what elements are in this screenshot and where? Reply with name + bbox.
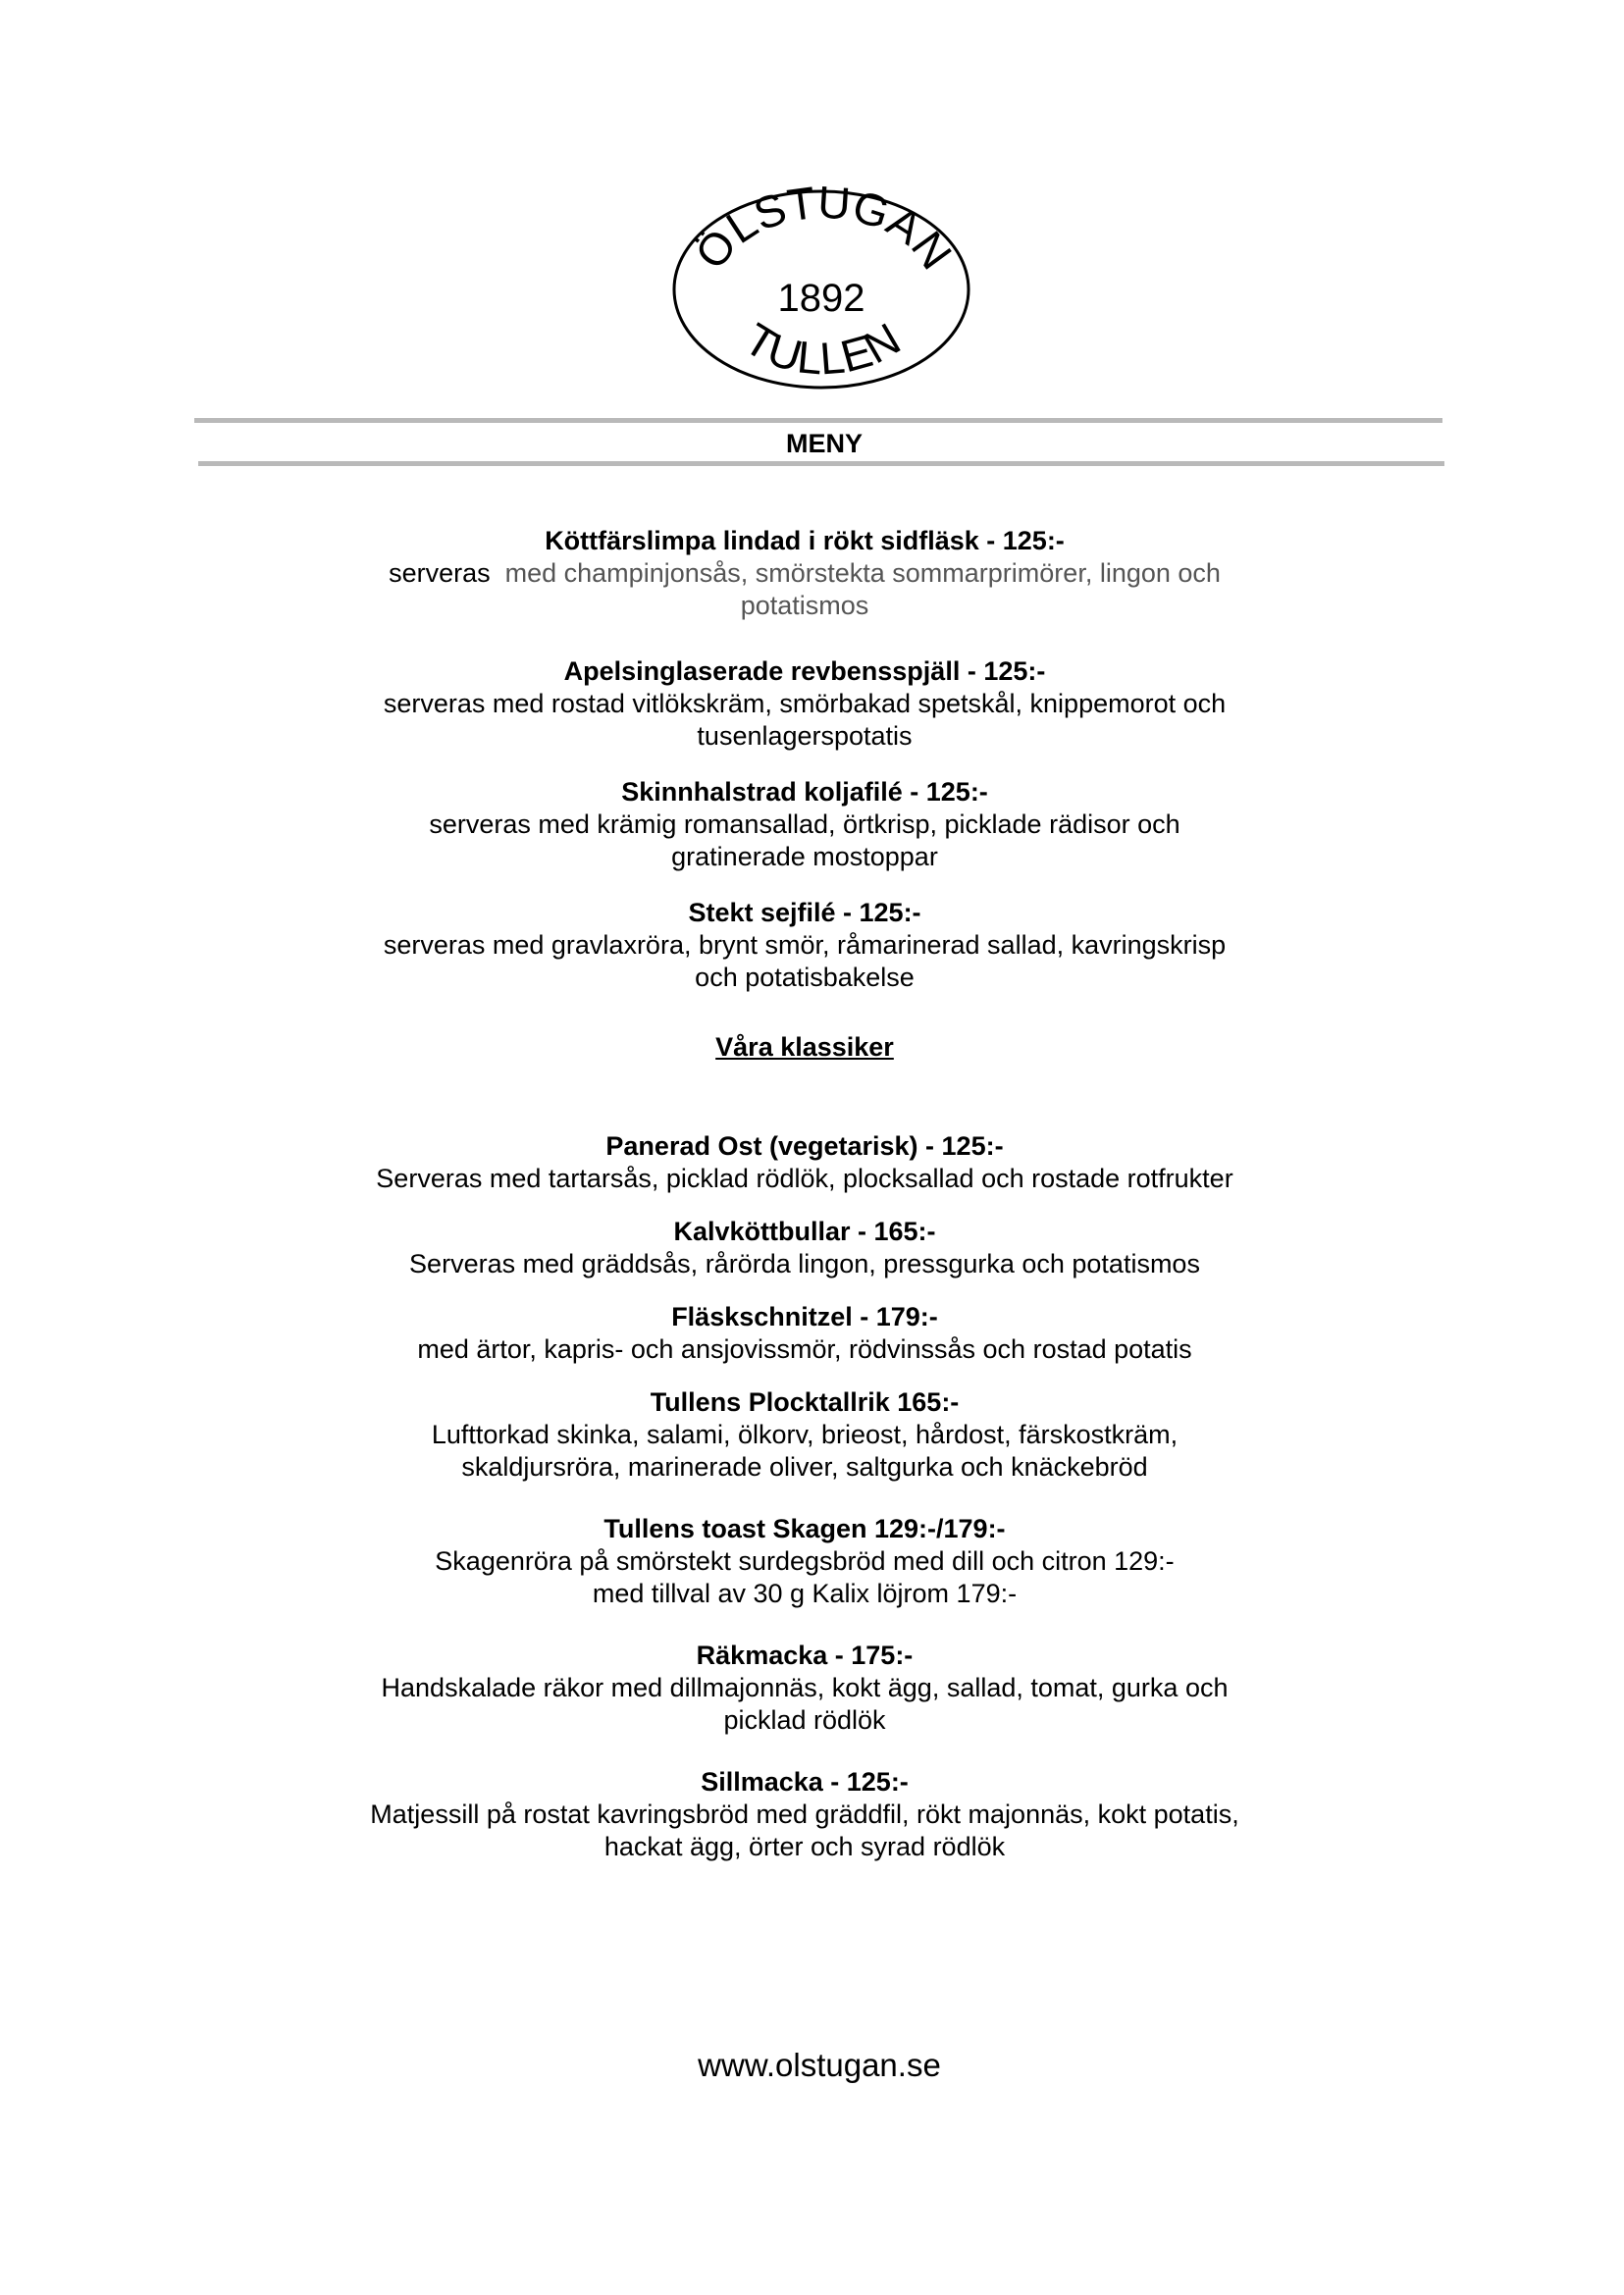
- header-rule-bottom: [198, 461, 1444, 466]
- dish-description-line: och potatisbakelse: [695, 963, 915, 992]
- dish-name: Stekt sejfilé - 125:-: [688, 898, 921, 927]
- dish-description-line: hackat ägg, örter och syrad rödlök: [603, 1832, 1006, 1861]
- dish-item: [294, 1640, 1315, 1737]
- dish-description-line: med ärtor, kapris- och ansjovissmör, rödvinssås och rostad potatis: [417, 1334, 1192, 1364]
- logo-year: 1892: [777, 277, 865, 320]
- dish-item: [294, 1766, 1315, 1863]
- dish-description-line: Matjessill på rostat kavringsbröd med gräddfil, rökt majonnäs, kokt potatis,: [370, 1799, 1239, 1829]
- dish-item: [294, 1386, 1315, 1484]
- dish-description-line: Serveras med gräddsås, rårörda lingon, pressgurka och potatismos: [409, 1249, 1200, 1278]
- dish-description-line: Lufttorkad skinka, salami, ölkorv, brieost, hårdost, färskostkräm,: [431, 1420, 1179, 1449]
- dish-item: [294, 1513, 1315, 1610]
- dish-name: Skinnhalstrad koljafilé - 125:-: [621, 777, 988, 807]
- dish-item: [294, 776, 1315, 873]
- dish-name: Apelsinglaserade revbensspjäll - 125:-: [563, 656, 1046, 686]
- dish-description-line: picklad rödlök: [723, 1705, 886, 1735]
- dish-item: [294, 1216, 1315, 1280]
- dish-description-line: Serveras med tartarsås, picklad rödlök, plocksallad och rostade rotfrukter: [376, 1164, 1233, 1193]
- dish-description-lead: serveras: [389, 558, 491, 588]
- dish-name: Panerad Ost (vegetarisk) - 125:-: [605, 1131, 1004, 1161]
- dish-name: Tullens Plocktallrik 165:-: [650, 1387, 960, 1417]
- dish-description-line: potatismos: [740, 591, 869, 620]
- page-title: MENY: [785, 429, 863, 458]
- dish-description-line: tusenlagerspotatis: [697, 721, 913, 751]
- section-heading: Våra klassiker: [715, 1032, 894, 1062]
- classics-list: [294, 1130, 1315, 1863]
- website-link[interactable]: www.olstugan.se: [698, 2047, 941, 2083]
- dish-name: Sillmacka - 125:-: [701, 1767, 909, 1797]
- main-dishes: [294, 525, 1315, 1064]
- dish-description-line: med tillval av 30 g Kalix löjrom 179:-: [592, 1579, 1018, 1608]
- dish-description-line: Skagenröra på smörstekt surdegsbröd med dill och citron 129:-: [435, 1546, 1175, 1576]
- header-rule-top: [194, 418, 1442, 423]
- dish-name: Tullens toast Skagen 129:-/179:-: [603, 1514, 1006, 1543]
- dish-description-line: med champinjonsås, smörstekta sommarprimörer, lingon och: [504, 558, 1221, 588]
- dish-description-line: serveras med krämig romansallad, örtkrisp, picklade rädisor och: [429, 809, 1180, 839]
- dish-description-line: serveras med gravlaxröra, brynt smör, råmarinerad sallad, kavringskrisp: [383, 930, 1227, 960]
- dish-name: Räkmacka - 175:-: [696, 1641, 914, 1670]
- dish-description-line: serveras med rostad vitlökskräm, smörbakad spetskål, knippemorot och: [383, 689, 1227, 718]
- dish-description-line: Handskalade räkor med dillmajonnäs, kokt ägg, sallad, tomat, gurka och: [381, 1673, 1229, 1702]
- dish-item: [294, 1130, 1315, 1195]
- logo-bottom-text: TULLEN: [735, 312, 910, 385]
- dish-item: [294, 655, 1315, 753]
- dish-item: [294, 1301, 1315, 1366]
- dish-description-line: skaldjursröra, marinerade oliver, saltgurka och knäckebröd: [461, 1452, 1148, 1482]
- dish-description-line: gratinerade mostoppar: [671, 842, 938, 871]
- dish-name: Fläskschnitzel - 179:-: [671, 1302, 938, 1331]
- logo: [671, 186, 971, 392]
- dish-description: [294, 557, 1315, 590]
- logo-top-text: ÖLSTUGAN: [684, 186, 963, 279]
- dish-name: Kalvköttbullar - 165:-: [673, 1217, 936, 1246]
- logo-emblem: [671, 186, 971, 392]
- dish-name: Köttfärslimpa lindad i rökt sidfläsk - 125:-: [545, 526, 1065, 555]
- dish-item: [294, 525, 1315, 622]
- dish-item: [294, 897, 1315, 994]
